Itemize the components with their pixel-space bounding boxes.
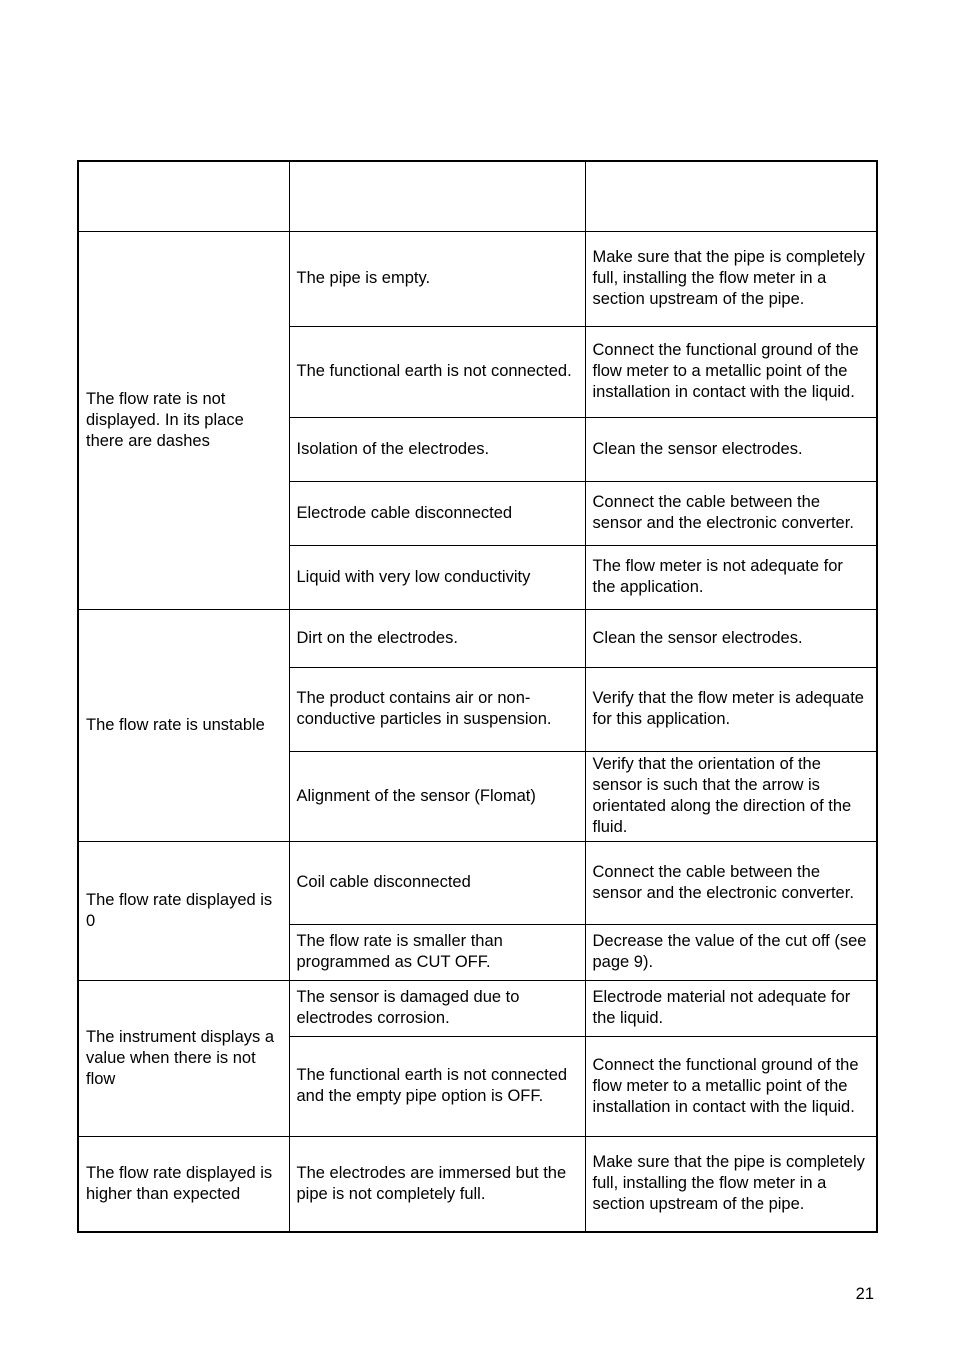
page-number: 21 bbox=[855, 1285, 874, 1303]
solution-cell: Connect the functional ground of the flow meter to a metallic point of the installation in contact with the liquid. bbox=[585, 326, 877, 417]
header-cell-symptom bbox=[78, 161, 289, 231]
cause-cell: The flow rate is smaller than programmed as CUT OFF. bbox=[289, 924, 585, 980]
solution-cell: Connect the cable between the sensor and the electronic converter. bbox=[585, 841, 877, 924]
symptom-cell: The flow rate displayed is higher than expected bbox=[78, 1136, 289, 1232]
solution-cell: Clean the sensor electrodes. bbox=[585, 417, 877, 481]
header-cell-cause bbox=[289, 161, 585, 231]
solution-cell: Electrode material not adequate for the liquid. bbox=[585, 980, 877, 1036]
solution-cell: Connect the cable between the sensor and the electronic converter. bbox=[585, 481, 877, 545]
cause-cell: Liquid with very low conductivity bbox=[289, 545, 585, 609]
cause-cell: The electrodes are immersed but the pipe is not completely full. bbox=[289, 1136, 585, 1232]
cause-cell: Alignment of the sensor (Flomat) bbox=[289, 751, 585, 841]
table-row bbox=[78, 231, 877, 326]
solution-cell: Make sure that the pipe is completely full, installing the flow meter in a section upstream of the pipe. bbox=[585, 231, 877, 326]
troubleshooting-table bbox=[77, 160, 878, 1233]
solution-cell: The flow meter is not adequate for the application. bbox=[585, 545, 877, 609]
cause-cell: Dirt on the electrodes. bbox=[289, 609, 585, 667]
cause-cell: The pipe is empty. bbox=[289, 231, 585, 326]
table-header-row bbox=[78, 161, 877, 231]
table-row bbox=[78, 1136, 877, 1232]
cause-cell: The functional earth is not connected. bbox=[289, 326, 585, 417]
solution-cell: Connect the functional ground of the flow meter to a metallic point of the installation in contact with the liquid. bbox=[585, 1036, 877, 1136]
cause-cell: Electrode cable disconnected bbox=[289, 481, 585, 545]
solution-cell: Verify that the orientation of the sensor is such that the arrow is orientated along the direction of the fluid. bbox=[585, 751, 877, 841]
table-row bbox=[78, 609, 877, 667]
table-row bbox=[78, 980, 877, 1036]
table-row bbox=[78, 841, 877, 924]
cause-cell: Coil cable disconnected bbox=[289, 841, 585, 924]
solution-cell: Clean the sensor electrodes. bbox=[585, 609, 877, 667]
header-cell-solution bbox=[585, 161, 877, 231]
cause-cell: The sensor is damaged due to electrodes corrosion. bbox=[289, 980, 585, 1036]
cause-cell: The product contains air or non-conductive particles in suspension. bbox=[289, 667, 585, 751]
symptom-cell: The flow rate is not displayed. In its place there are dashes bbox=[78, 231, 289, 609]
solution-cell: Verify that the flow meter is adequate for this application. bbox=[585, 667, 877, 751]
symptom-cell: The flow rate displayed is 0 bbox=[78, 841, 289, 980]
cause-cell: The functional earth is not connected and the empty pipe option is OFF. bbox=[289, 1036, 585, 1136]
solution-cell: Decrease the value of the cut off (see page 9). bbox=[585, 924, 877, 980]
symptom-cell: The instrument displays a value when there is not flow bbox=[78, 980, 289, 1136]
cause-cell: Isolation of the electrodes. bbox=[289, 417, 585, 481]
solution-cell: Make sure that the pipe is completely full, installing the flow meter in a section upstream of the pipe. bbox=[585, 1136, 877, 1232]
symptom-cell: The flow rate is unstable bbox=[78, 609, 289, 841]
